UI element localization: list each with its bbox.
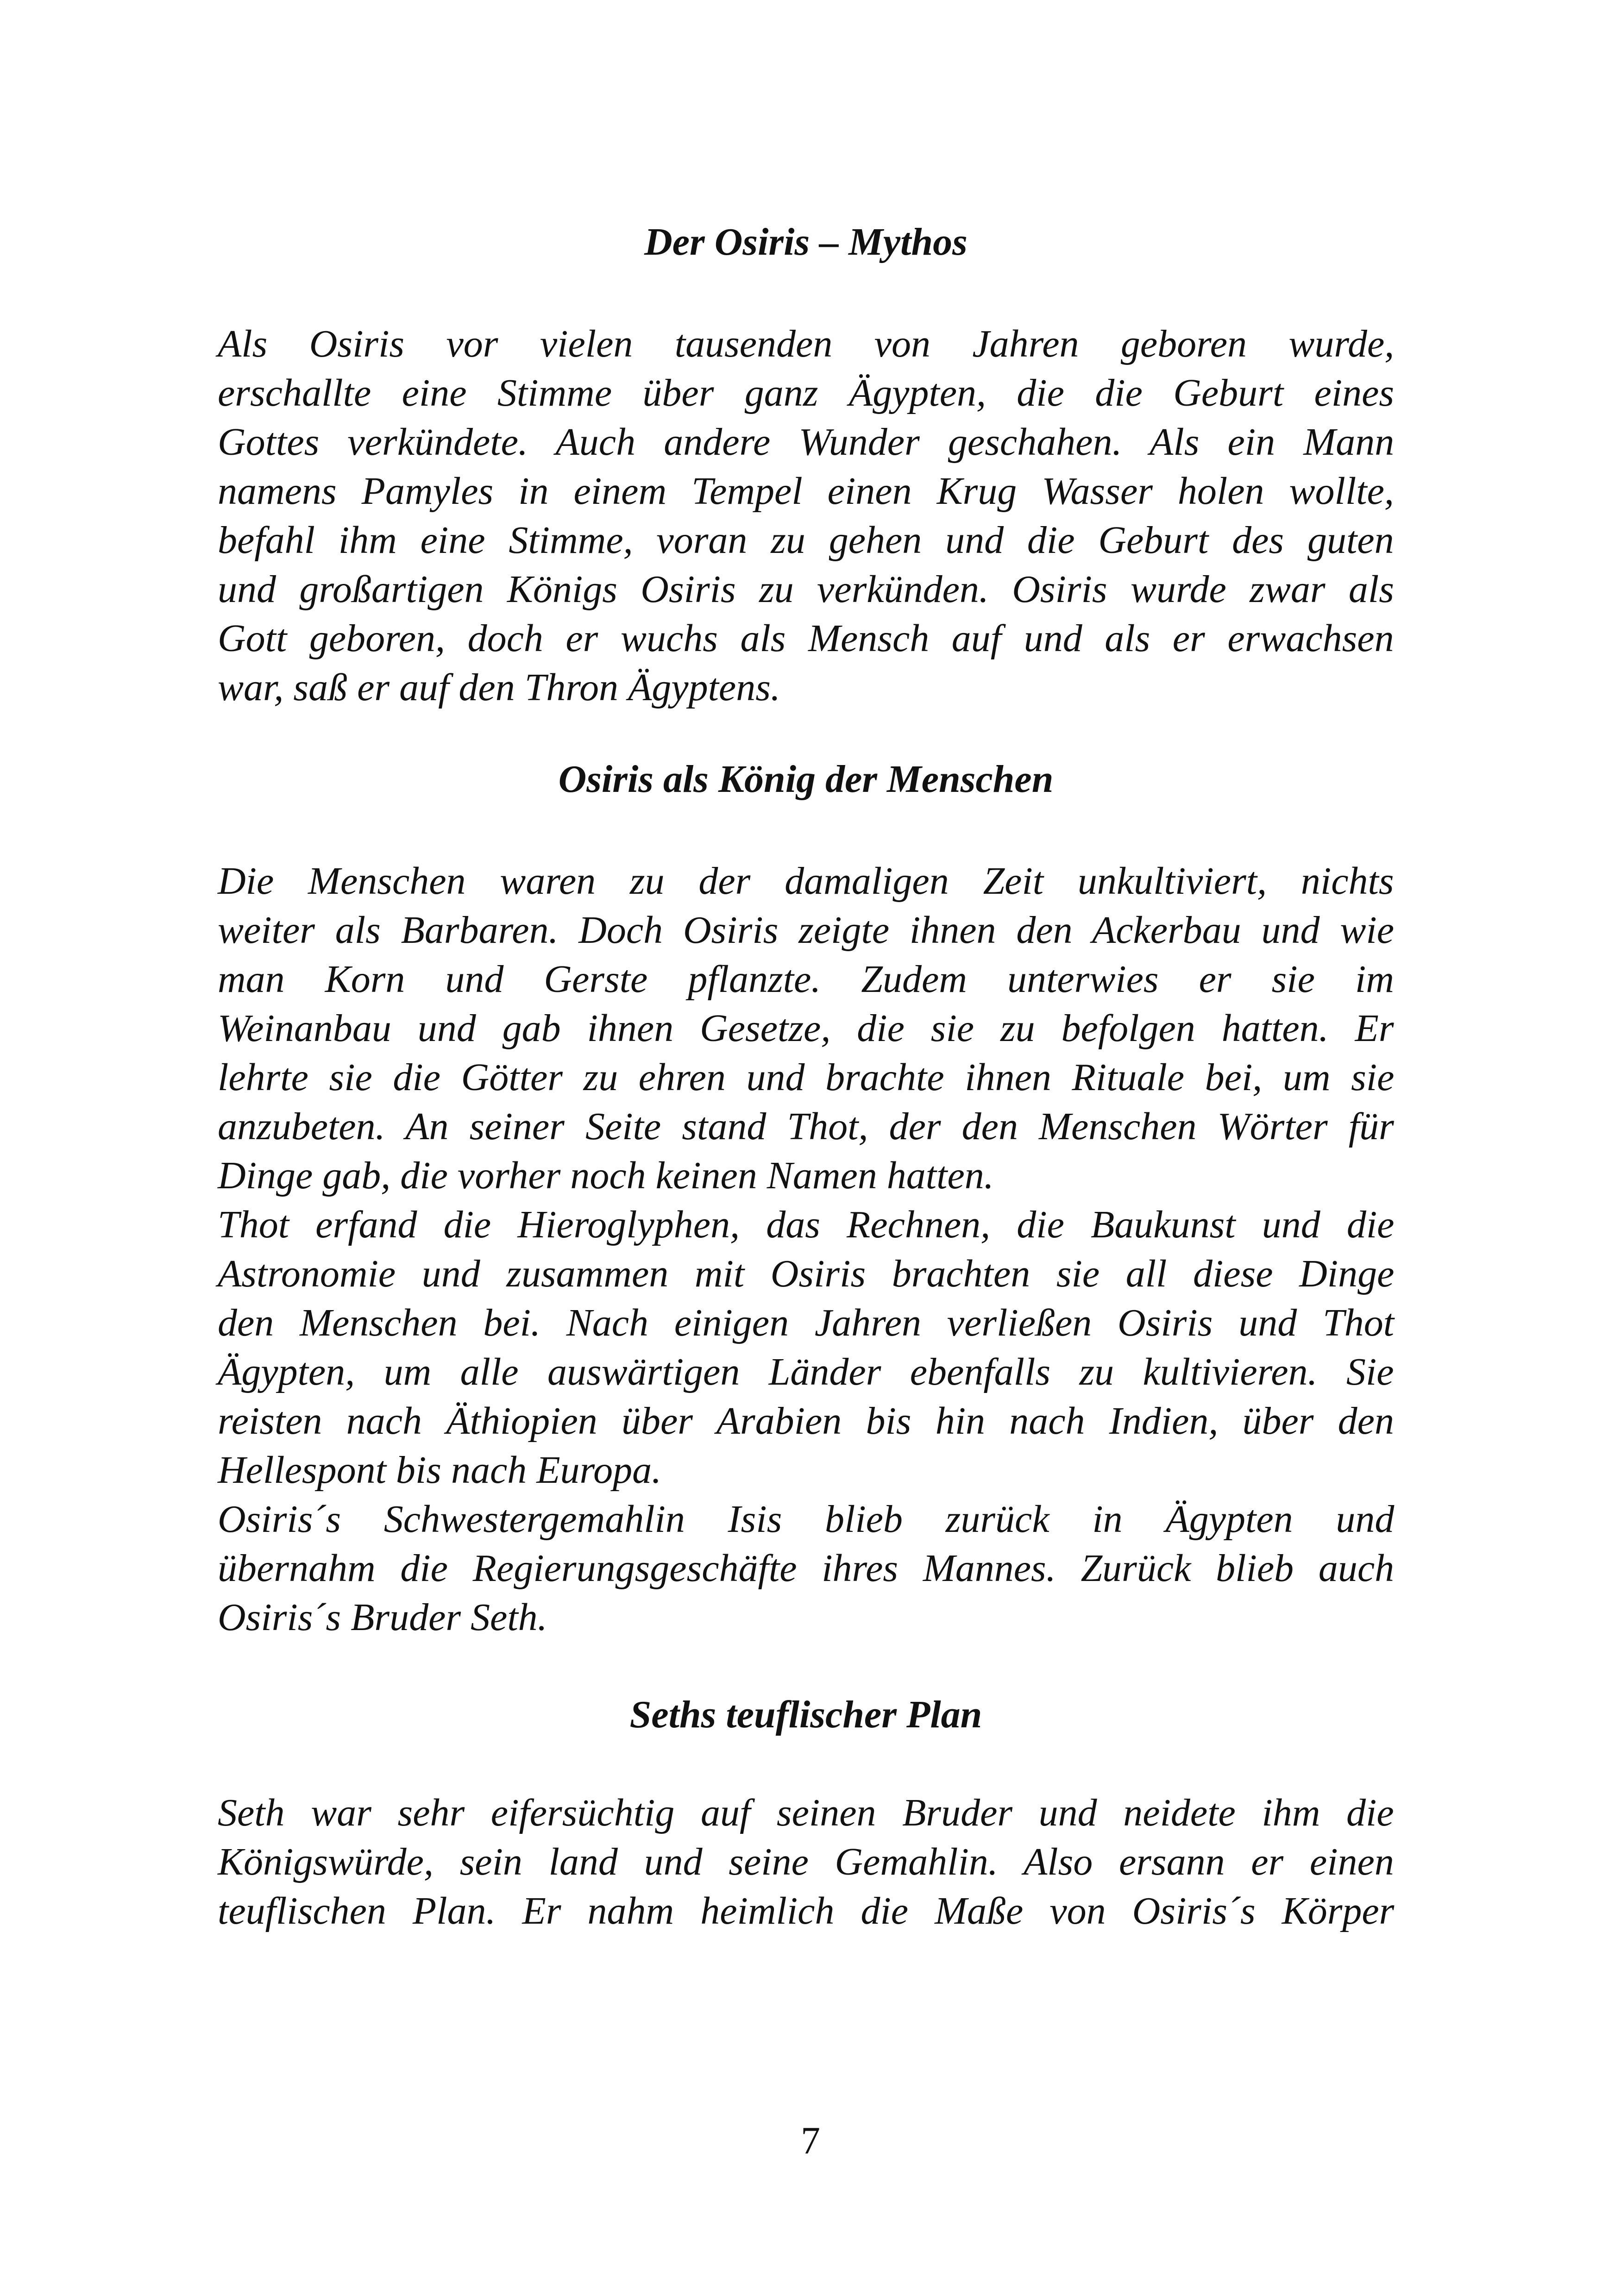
text-line: und großartigen Königs Osiris zu verkünden. Osiris wurde zwar als xyxy=(218,568,1394,611)
text-line: den Menschen bei. Nach einigen Jahren verließen Osiris und Thot xyxy=(218,1301,1395,1344)
text-line: Die Menschen waren zu der damaligen Zeit unkultiviert, nichts xyxy=(218,859,1394,903)
paragraph-thot-inventions xyxy=(218,1200,1394,1495)
paragraph-osiris-culture xyxy=(218,857,1394,1200)
text-line: Königswürde, sein land und seine Gemahlin. Also ersann er einen xyxy=(218,1840,1394,1883)
text-line: Weinanbau und gab ihnen Gesetze, die sie zu befolgen hatten. Er xyxy=(218,1007,1394,1050)
section-heading-seth-plan: Seths teuflischer Plan xyxy=(629,1693,982,1736)
text-line: teuflischen Plan. Er nahm heimlich die Maße von Osiris´s Körper xyxy=(218,1889,1395,1932)
text-line: Astronomie und zusammen mit Osiris brachten sie all diese Dinge xyxy=(218,1252,1395,1295)
text-line: befahl ihm eine Stimme, voran zu gehen und die Geburt des guten xyxy=(218,519,1394,562)
text-line: Ägypten, um alle auswärtigen Länder ebenfalls zu kultivieren. Sie xyxy=(218,1350,1394,1393)
text-line: Gottes verkündete. Auch andere Wunder geschahen. Als ein Mann xyxy=(218,420,1395,464)
text-line: namens Pamyles in einem Tempel einen Krug Wasser holen wollte, xyxy=(218,470,1394,513)
paragraph-seth-jealousy xyxy=(218,1788,1394,1936)
text-line: Thot erfand die Hieroglyphen, das Rechnen, die Baukunst und die xyxy=(218,1203,1395,1246)
text-line: Osiris´s Bruder Seth. xyxy=(218,1596,547,1639)
text-line: war, saß er auf den Thron Ägyptens. xyxy=(218,666,780,709)
text-line: Als Osiris vor vielen tausenden von Jahren geboren wurde, xyxy=(218,322,1395,365)
paragraph-osiris-birth xyxy=(218,320,1394,712)
text-line: anzubeten. An seiner Seite stand Thot, der den Menschen Wörter für xyxy=(218,1105,1394,1148)
text-line: Seth war sehr eifersüchtig auf seinen Bruder und neidete ihm die xyxy=(218,1791,1394,1834)
text-line: reisten nach Äthiopien über Arabien bis hin nach Indien, über den xyxy=(218,1399,1394,1443)
text-line: Hellespont bis nach Europa. xyxy=(218,1449,662,1492)
text-line: übernahm die Regierungsgeschäfte ihres Mannes. Zurück blieb auch xyxy=(218,1547,1395,1590)
page-number: 7 xyxy=(801,2119,820,2162)
section-heading-osiris-mythos: Der Osiris – Mythos xyxy=(644,220,968,263)
text-line: Dinge gab, die vorher noch keinen Namen hatten. xyxy=(218,1154,994,1197)
text-line: Osiris´s Schwestergemahlin Isis blieb zurück in Ägypten und xyxy=(218,1498,1395,1541)
paragraph-isis-seth xyxy=(218,1495,1394,1642)
text-line: man Korn und Gerste pflanzte. Zudem unterwies er sie im xyxy=(218,958,1394,1001)
section-heading-osiris-king: Osiris als König der Menschen xyxy=(558,758,1054,801)
text-line: erschallte eine Stimme über ganz Ägypten, die die Geburt eines xyxy=(218,371,1395,414)
text-line: Gott geboren, doch er wuchs als Mensch auf und als er erwachsen xyxy=(218,617,1394,660)
text-line: lehrte sie die Götter zu ehren und brachte ihnen Rituale bei, um sie xyxy=(218,1056,1395,1099)
text-line: weiter als Barbaren. Doch Osiris zeigte ihnen den Ackerbau und wie xyxy=(218,909,1395,952)
